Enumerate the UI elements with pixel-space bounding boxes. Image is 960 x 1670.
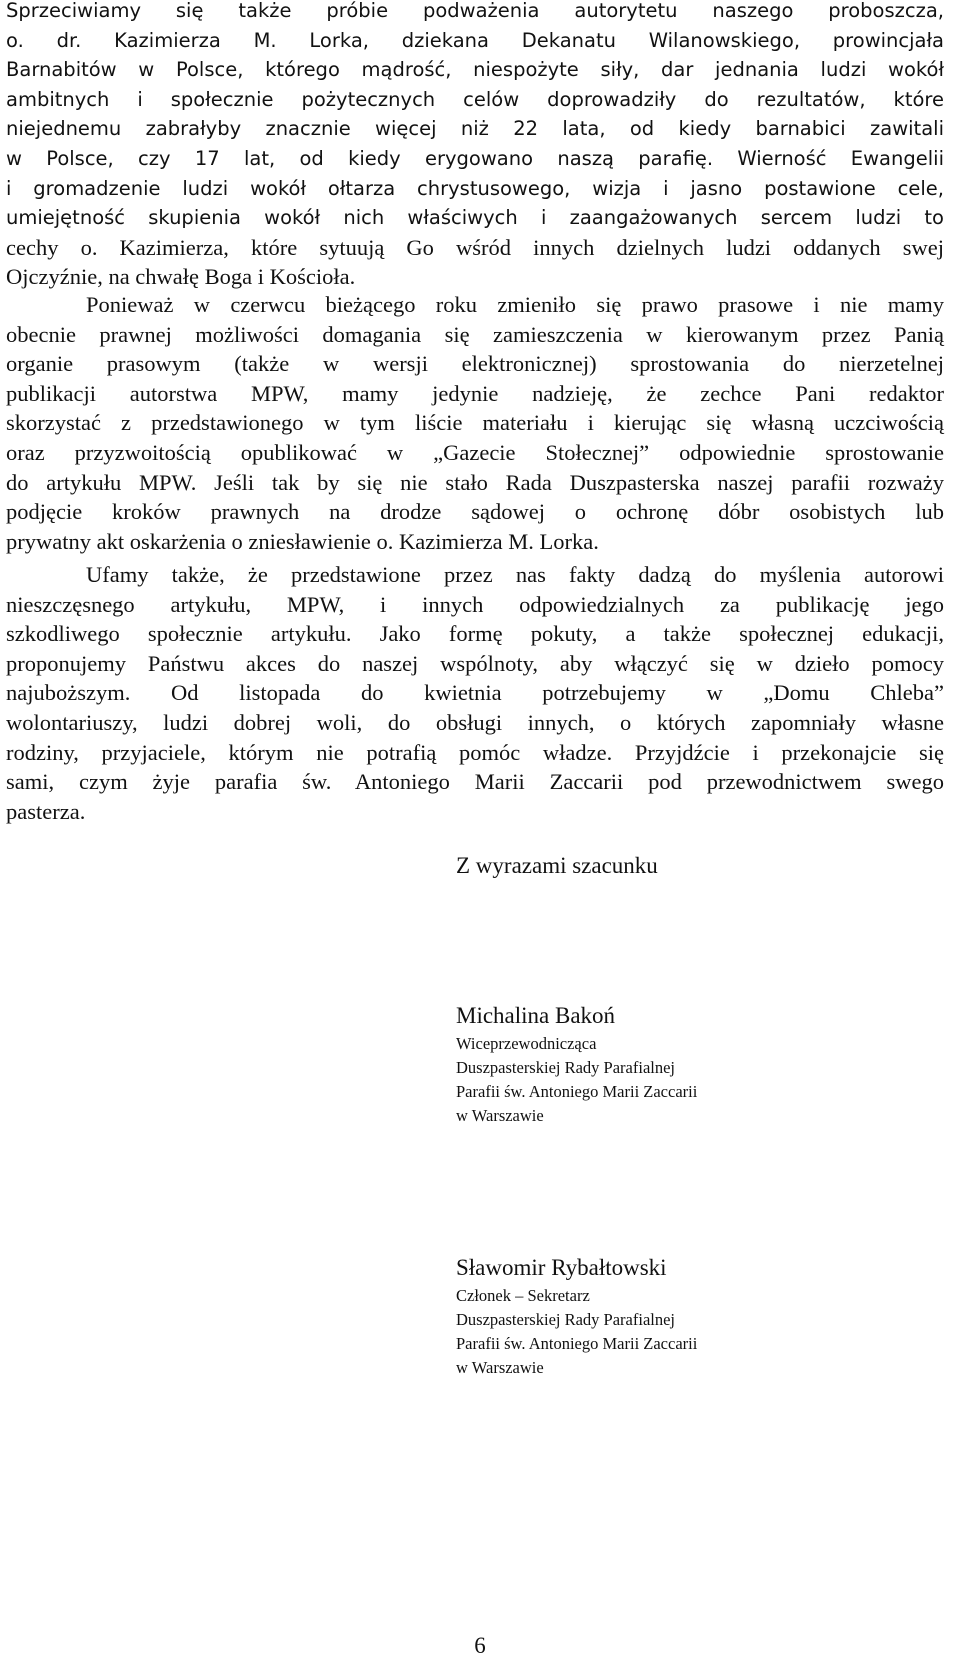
- paragraph-line: obecnie prawnej możliwości domagania się zamieszczenia w kierowanym przez Panią: [6, 321, 944, 347]
- paragraph-invitation: [6, 560, 944, 826]
- signatory-role-line: Duszpasterskiej Rady Parafialnej: [456, 1310, 676, 1329]
- paragraph-line: o. dr. Kazimierza M. Lorka, dziekana Dekanatu Wilanowskiego, prowincjała: [6, 28, 944, 52]
- signatory-name: Michalina Bakoń: [456, 1003, 616, 1028]
- signatory-role-line: Duszpasterskiej Rady Parafialnej: [456, 1058, 676, 1077]
- paragraph-line: sami, czym żyje parafia św. Antoniego Marii Zaccarii pod przewodnictwem swego: [6, 769, 944, 795]
- paragraph-line: i gromadzenie ludzi wokół ołtarza chrystusowego, wizja i jasno postawione cele,: [6, 176, 944, 200]
- paragraph-line: Sprzeciwiamy się także próbie podważenia autorytetu naszego proboszcza,: [6, 0, 944, 22]
- paragraph-line: Barnabitów w Polsce, którego mądrość, niespożyte siły, dar jednania ludzi wokół: [6, 58, 944, 82]
- paragraph-line: do artykułu MPW. Jeśli tak by się nie stało Rada Duszpasterska naszej parafii rozważy: [6, 469, 944, 495]
- signature-block-vice-chair: [456, 1000, 697, 1128]
- paragraph-line: nieszczęsnego artykułu, MPW, i innych odpowiedzialnych za publikację jego: [6, 591, 944, 617]
- paragraph-line: proponujemy Państwu akces do naszej wspólnoty, aby włączyć się w dzieło pomocy: [6, 650, 944, 676]
- signatory-name: Sławomir Rybałtowski: [456, 1255, 667, 1280]
- signatory-role-line: Parafii św. Antoniego Marii Zaccarii: [456, 1334, 698, 1353]
- signatory-role-line: Członek – Sekretarz: [456, 1286, 590, 1305]
- paragraph-press-law: [6, 290, 944, 556]
- signatory-role-line: w Warszawie: [456, 1106, 544, 1125]
- page-number: 6: [474, 1633, 486, 1658]
- paragraph-line: skorzystać z przedstawionego w tym liście materiału i kierując się własną uczciwością: [6, 410, 944, 436]
- signatory-role-line: w Warszawie: [456, 1358, 544, 1377]
- paragraph-line: organie prasowym (także w wersji elektronicznej) sprostowania do nierzetelnej: [6, 351, 944, 377]
- closing-salutation: Z wyrazami szacunku: [456, 853, 658, 878]
- paragraph-line: najuboższym. Od listopada do kwietnia potrzebujemy w „Domu Chleba”: [6, 680, 944, 706]
- signatory-role-line: Wiceprzewodnicząca: [456, 1034, 597, 1053]
- paragraph-line: podjęcie kroków prawnych na drodze sądowej o ochronę dóbr osobistych lub: [6, 499, 944, 525]
- paragraph-line: wolontariuszy, ludzi dobrej woli, do obsługi innych, o których zapomniały własne: [6, 709, 944, 735]
- paragraph-line: Ojczyźnie, na chwałę Boga i Kościoła.: [6, 264, 356, 290]
- paragraph-line: rodziny, przyjaciele, którym nie potrafią pomóc władze. Przyjdźcie i przekonajcie się: [6, 739, 944, 765]
- paragraph-line: Ufamy także, że przedstawione przez nas fakty dadzą do myślenia autorowi: [86, 562, 944, 587]
- paragraph-line: prywatny akt oskarżenia o zniesławienie o. Kazimierza M. Lorka.: [6, 528, 599, 554]
- paragraph-line: oraz przyzwoitością opublikować w „Gazecie Stołecznej” odpowiednie sprostowanie: [6, 439, 944, 465]
- paragraph-defense-of-pastor: [6, 0, 944, 292]
- paragraph-line: w Polsce, czy 17 lat, od kiedy erygowano naszą parafię. Wierność Ewangelii: [6, 146, 944, 170]
- paragraph-line: niejednemu zabrałyby znacznie więcej niż 22 lata, od kiedy barnabici zawitali: [6, 117, 944, 141]
- paragraph-line: pasterza.: [6, 798, 86, 824]
- signatory-role-line: Parafii św. Antoniego Marii Zaccarii: [456, 1082, 698, 1101]
- paragraph-line: ambitnych i społecznie pożytecznych celów doprowadziły do rezultatów, które: [6, 87, 944, 111]
- paragraph-line: publikacji autorstwa MPW, mamy jedynie nadzieję, że zechce Pani redaktor: [6, 380, 944, 406]
- paragraph-line: Ponieważ w czerwcu bieżącego roku zmieniło się prawo prasowe i nie mamy: [86, 292, 944, 317]
- paragraph-line: umiejętność skupienia wokół nich właściwych i zaangażowanych sercem ludzi to: [6, 206, 944, 230]
- signature-block-secretary: [456, 1252, 697, 1380]
- paragraph-line: szkodliwego społecznie artykułu. Jako formę pokuty, a także społecznej edukacji,: [6, 621, 944, 647]
- paragraph-line: cechy o. Kazimierza, które sytuują Go wśród innych dzielnych ludzi oddanych swej: [6, 234, 944, 260]
